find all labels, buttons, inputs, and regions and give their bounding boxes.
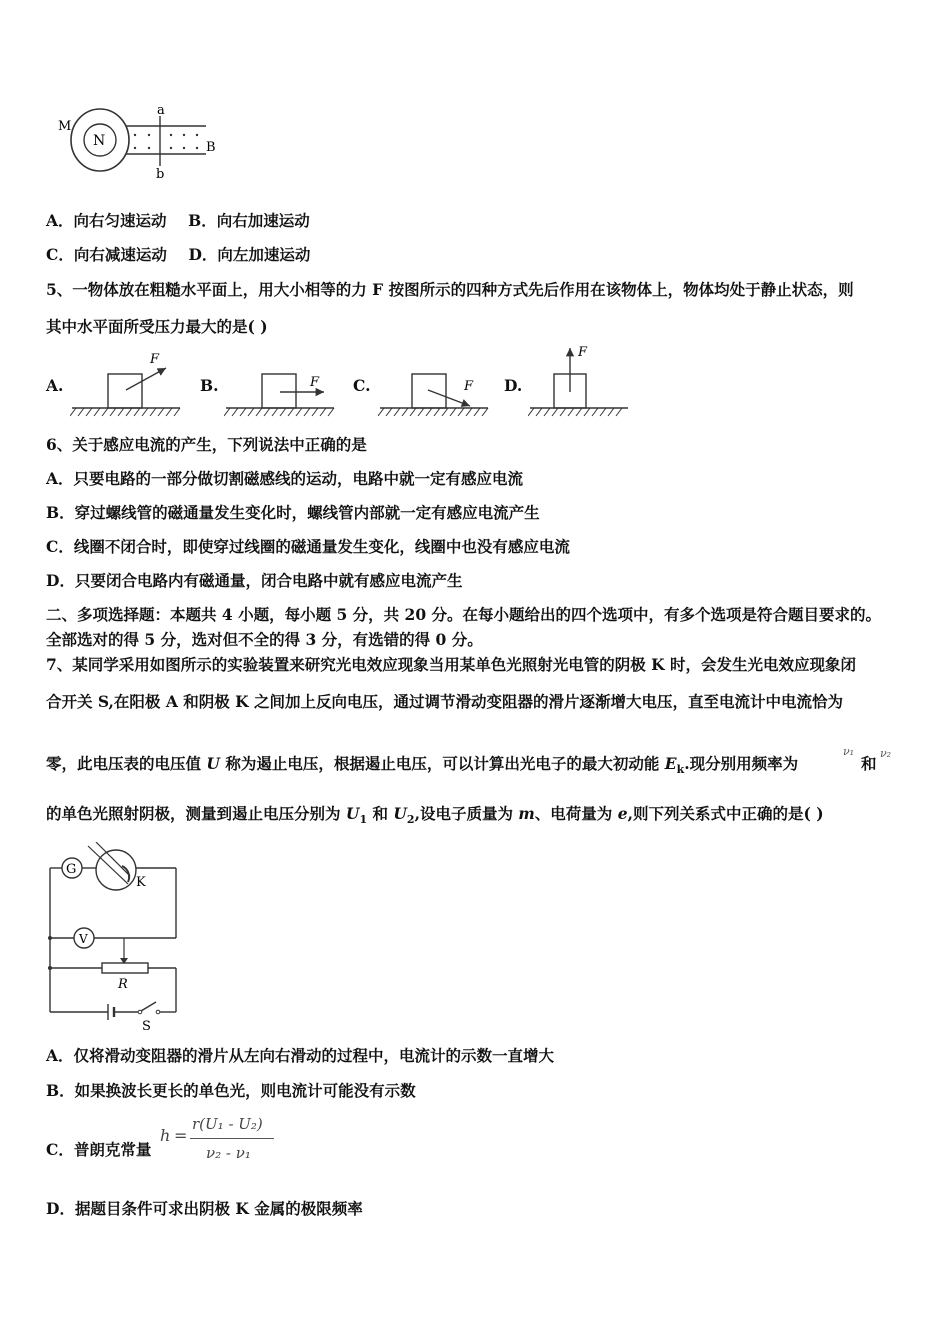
q5-stem-line1: 5、一物体放在粗糙水平面上，用大小相等的力 F 按图所示的四种方式先后作用在该物体上，物体均处于静止状态，则	[46, 280, 854, 299]
q7-line4	[46, 804, 824, 830]
q7-nu1: ν₁	[843, 745, 855, 758]
q5-letter-c: C.	[353, 376, 371, 395]
circuit-label-k: K	[136, 875, 146, 890]
q5-force-label-a: F	[150, 352, 160, 367]
q4-options-row2	[46, 245, 310, 265]
q7-line4-a: 的单色光照射阴极，测量到遏止电压分别为	[46, 804, 346, 823]
q5-figure-c	[378, 350, 490, 420]
q5-letter-d: D.	[504, 376, 523, 395]
q7-option-d: D．据题目条件可求出阴极 K 金属的极限频率	[46, 1199, 363, 1218]
q5-force-label-c: F	[464, 379, 474, 394]
q7-line4-c: 、电荷量为	[534, 804, 618, 823]
q6-option-d: D．只要闭合电路内有磁通量，闭合电路中就有感应电流产生	[46, 571, 463, 590]
section2-line1: 二、多项选择题：本题共 4 小题，每小题 5 分，共 20 分。在每小题给出的四个选项中，有多个选项是符合题目要求的。	[46, 605, 882, 624]
label-n: N	[93, 133, 106, 149]
q7-line3	[46, 754, 798, 780]
q5-figure-b	[224, 350, 336, 420]
label-a: a	[157, 104, 165, 118]
q7-line4-d: ,则下列关系式中正确的是( )	[627, 804, 824, 823]
q7-sub-k: k	[676, 763, 685, 777]
circuit-label-g: G	[66, 862, 77, 877]
q7-symbol-u1: U	[345, 804, 360, 823]
q4-option-c: C．向右减速运动	[46, 245, 167, 264]
formula-numerator: r(U₁ - U₂)	[192, 1115, 263, 1133]
q7-sub-2: 2	[406, 813, 415, 827]
q7-sub-1: 1	[359, 813, 368, 827]
q5-figure-d	[528, 340, 632, 420]
q7-line2: 合开关 S,在阳极 A 和阴极 K 之间加上反向电压，通过调节滑动变阻器的滑片逐渐增大电压，直至电流计中电流恰为	[46, 692, 844, 711]
q5-force-label-b: F	[310, 375, 320, 390]
formula-eq: =	[174, 1126, 188, 1145]
q7-symbol-m: m	[518, 804, 535, 823]
q7-option-c: C．普朗克常量	[46, 1140, 152, 1159]
q6-option-c: C．线圈不闭合时，即使穿过线圈的磁通量发生变化，线圈中也没有感应电流	[46, 537, 570, 556]
q6-option-a: A．只要电路的一部分做切割磁感线的运动，电路中就一定有感应电流	[46, 469, 524, 488]
circuit-label-r: R	[118, 977, 128, 992]
q7-symbol-u2: U	[393, 804, 407, 823]
q7-line3-c: .现分别用频率为	[684, 754, 799, 773]
q7-line4-b: ,设电子质量为	[414, 804, 519, 823]
q7-symbol-e-charge: e	[617, 804, 628, 823]
q4-option-a: A．向右匀速运动	[46, 211, 167, 230]
q4-option-b: B．向右加速运动	[188, 211, 310, 230]
formula-denominator: ν₂ - ν₁	[206, 1144, 251, 1162]
q5-force-label-d: F	[578, 345, 588, 360]
q4-options-row1	[46, 211, 310, 231]
formula-fraction-bar	[190, 1138, 274, 1139]
section2-line2: 全部选对的得 5 分，选对但不全的得 3 分，有选错的得 0 分。	[46, 630, 483, 649]
formula-h: h	[160, 1126, 171, 1145]
label-B: B	[206, 140, 216, 155]
q5-stem-line2: 其中水平面所受压力最大的是( )	[46, 317, 268, 336]
q7-line3-a: 零，此电压表的电压值	[46, 754, 207, 773]
q7-nu2: ν₂	[880, 747, 892, 760]
q6-option-b: B．穿过螺线管的磁通量发生变化时，螺线管内部就一定有感应电流产生	[46, 503, 540, 522]
q7-option-b: B．如果换波长更长的单色光，则电流计可能没有示数	[46, 1081, 416, 1100]
q6-stem: 6、关于感应电流的产生，下列说法中正确的是	[46, 435, 367, 454]
label-b: b	[156, 167, 165, 182]
q7-line1: 7、某同学采用如图所示的实验装置来研究光电效应现象当用某单色光照射光电管的阴极 K 时，会发生光电效应现象闭	[46, 655, 857, 674]
q7-line4-and: 和	[367, 804, 394, 823]
q5-letter-a: A.	[46, 376, 64, 395]
q5-letter-b: B.	[200, 376, 219, 395]
q7-symbol-e: E	[664, 754, 677, 773]
q7-line3-and: 和	[861, 754, 877, 773]
q5-figure-a	[70, 350, 182, 420]
q7-circuit-figure	[44, 842, 184, 1034]
q4-figure	[52, 104, 222, 182]
q7-line3-b: 称为遏止电压，根据遏止电压，可以计算出光电子的最大初动能	[219, 754, 665, 773]
q7-formula	[160, 1114, 280, 1170]
q7-symbol-u: U	[206, 754, 220, 773]
q7-option-a: A．仅将滑动变阻器的滑片从左向右滑动的过程中，电流计的示数一直增大	[46, 1046, 555, 1065]
q4-option-d: D．向左加速运动	[188, 245, 311, 264]
circuit-label-v: V	[79, 932, 88, 946]
circuit-label-s: S	[142, 1019, 151, 1034]
label-m: M	[58, 119, 72, 134]
